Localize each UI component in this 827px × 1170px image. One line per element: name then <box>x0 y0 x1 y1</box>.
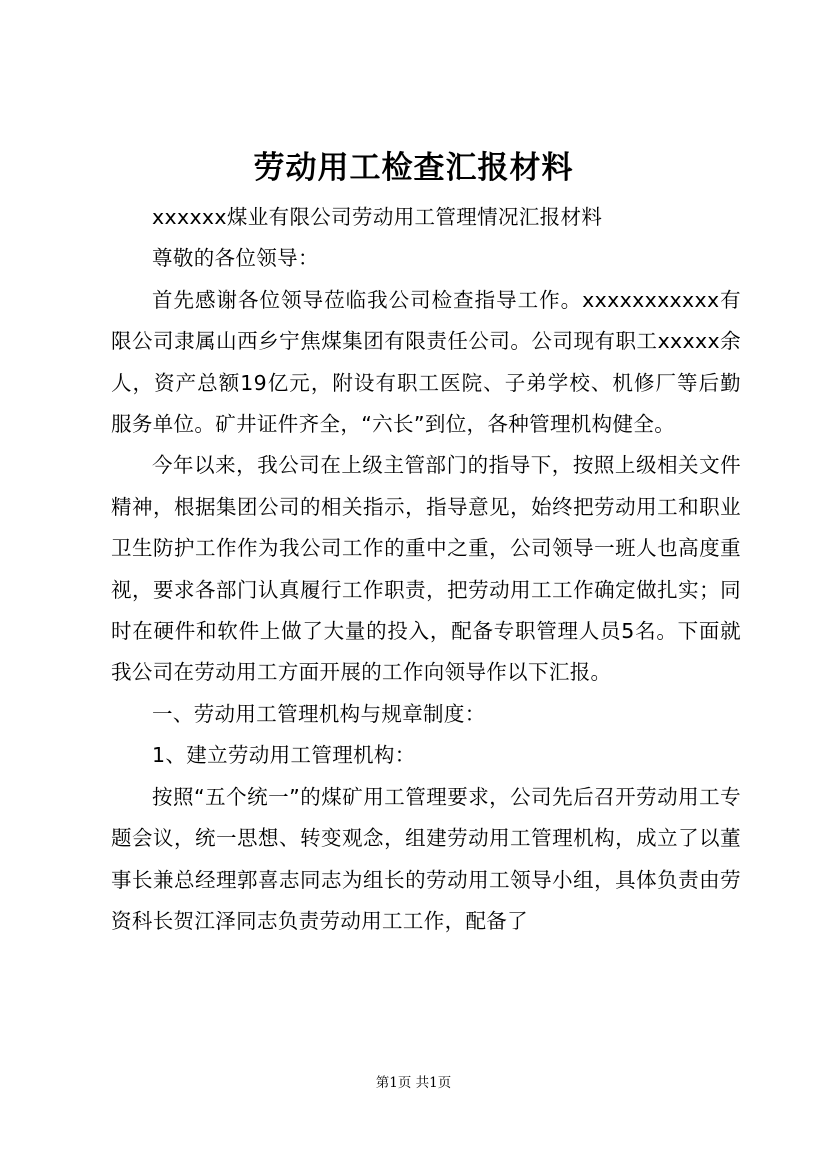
salutation-paragraph: 尊敬的各位领导： <box>152 246 319 271</box>
subsection-heading: 1、建立劳动用工管理机构： <box>152 743 416 768</box>
section-heading: 一、劳动用工管理机构与规章制度： <box>152 701 486 726</box>
page-footer: 第1页 共1页 <box>375 1075 452 1091</box>
subtitle-paragraph: xxxxxx煤业有限公司劳动用工管理情况汇报材料 <box>152 205 603 229</box>
intro-paragraph: 首先感谢各位领导莅临我公司检查指导工作。xxxxxxxxxxx有限公司隶属山西乡宁焦煤集团有限责任公司。公司现有职工xxxxx余人，资产总额19亿元，附设有职工医院、子弟学校、机修厂等后勤服务单位。矿井证件齐全，“六长”到位，各种管理机构健全。 <box>111 287 741 437</box>
work-summary-paragraph: 今年以来，我公司在上级主管部门的指导下，按照上级相关文件精神，根据集团公司的相关指示，指导意见，始终把劳动用工和职业卫生防护工作作为我公司工作的重中之重，公司领导一班人也高度重视，要求各部门认真履行工作职责，把劳动用工工作确定做扎实；同时在硬件和软件上做了大量的投入，配备专职管理人员5名。下面就我公司在劳动用工方面开展的工作向领导作以下汇报。 <box>111 453 741 685</box>
organization-paragraph: 按照“五个统一”的煤矿用工管理要求，公司先后召开劳动用工专题会议，统一思想、转变观念，组建劳动用工管理机构，成立了以董事长兼总经理郭喜志同志为组长的劳动用工领导小组，具体负责由劳资科长贺江泽同志负责劳动用工工作，配备了 <box>111 784 741 933</box>
document-title: 劳动用工检查汇报材料 <box>253 150 574 186</box>
document-body <box>111 197 741 942</box>
